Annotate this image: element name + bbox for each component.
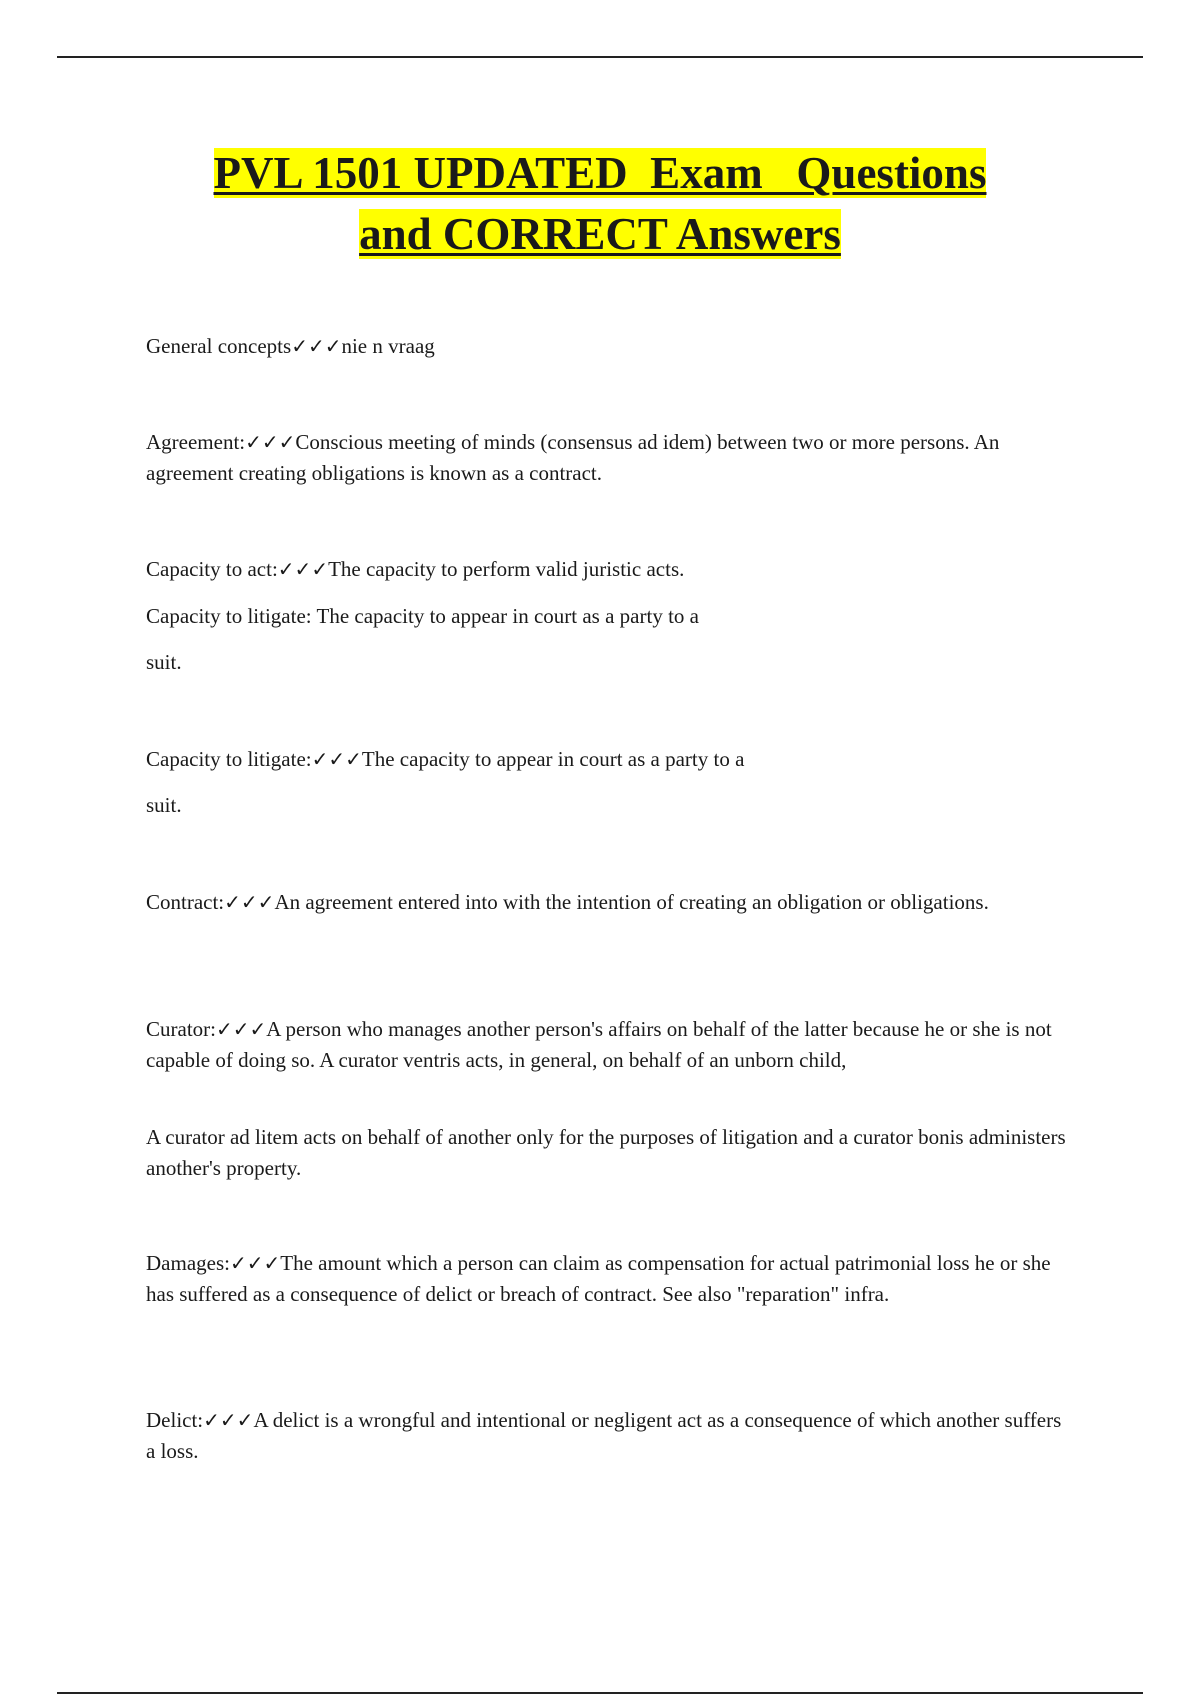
entry-text: Capacity to litigate: The capacity to appear in court as a party to a [146,604,699,628]
entry-text: suit. [146,650,182,674]
entry-capacity-to-litigate [146,744,1066,775]
entry-text: A curator ad litem acts on behalf of another only for the purposes of litigation and a curator bonis administers another's property. [146,1125,1066,1180]
header-rule [57,56,1143,58]
entry-capacity-to-act [146,554,1066,585]
entry-suit-plain [146,647,1066,678]
entry-term: Contract: [146,890,225,914]
entry-term: General concepts [146,334,292,358]
title-line-2: and CORRECT Answers [359,209,841,259]
entry-contract [146,887,1066,918]
checkmark-icon: ✓✓✓ [224,890,275,914]
entry-term: Agreement: [146,430,246,454]
title-line-1: PVL 1501 UPDATED Exam Questions [213,148,987,198]
checkmark-icon: ✓✓✓ [203,1408,254,1432]
entry-general-concepts [146,331,1066,362]
entry-text: The capacity to appear in court as a party to a [361,747,745,771]
entry-text: suit. [146,793,182,817]
entry-capacity-to-litigate-plain [146,601,1066,632]
checkmark-icon: ✓✓✓ [291,334,342,358]
entry-text: An agreement entered into with the intention of creating an obligation or obligations. [274,890,989,914]
checkmark-icon: ✓✓✓ [215,1017,267,1041]
entry-text: A delict is a wrongful and intentional or negligent act as a consequence of which another suffers a loss. [146,1408,1062,1463]
entry-text: nie n vraag [341,334,435,358]
checkmark-icon: ✓✓✓ [311,747,362,771]
entry-text: A person who manages another person's affairs on behalf of the latter because he or she is not capable of doing so. A curator ventris acts, in general, on behalf of an unborn child, [146,1017,1052,1072]
entry-delict [146,1405,1066,1467]
footer-rule [57,1692,1143,1694]
checkmark-icon: ✓✓✓ [245,430,296,454]
entry-agreement [146,427,1066,489]
entry-curator-continued [146,1122,1066,1184]
entry-curator [146,1014,1066,1076]
document-title [0,143,1200,265]
entry-term: Delict: [146,1408,204,1432]
entry-term: Damages: [146,1251,230,1275]
checkmark-icon: ✓✓✓ [277,557,329,581]
entry-text: Conscious meeting of minds (consensus ad idem) between two or more persons. An agreement creating obligations is known as a contract. [146,430,1000,485]
entry-suit-plain-2 [146,790,1066,821]
entry-term: Curator: [146,1017,216,1041]
entry-text: The amount which a person can claim as compensation for actual patrimonial loss he or she has suffered as a consequence of delict or breach of contract. See also "reparation" infra. [146,1251,1051,1306]
entry-term: Capacity to act: [146,557,278,581]
entry-damages [146,1248,1066,1310]
entry-text: The capacity to perform valid juristic acts. [328,557,685,581]
entry-term: Capacity to litigate: [146,747,312,771]
checkmark-icon: ✓✓✓ [229,1251,281,1275]
